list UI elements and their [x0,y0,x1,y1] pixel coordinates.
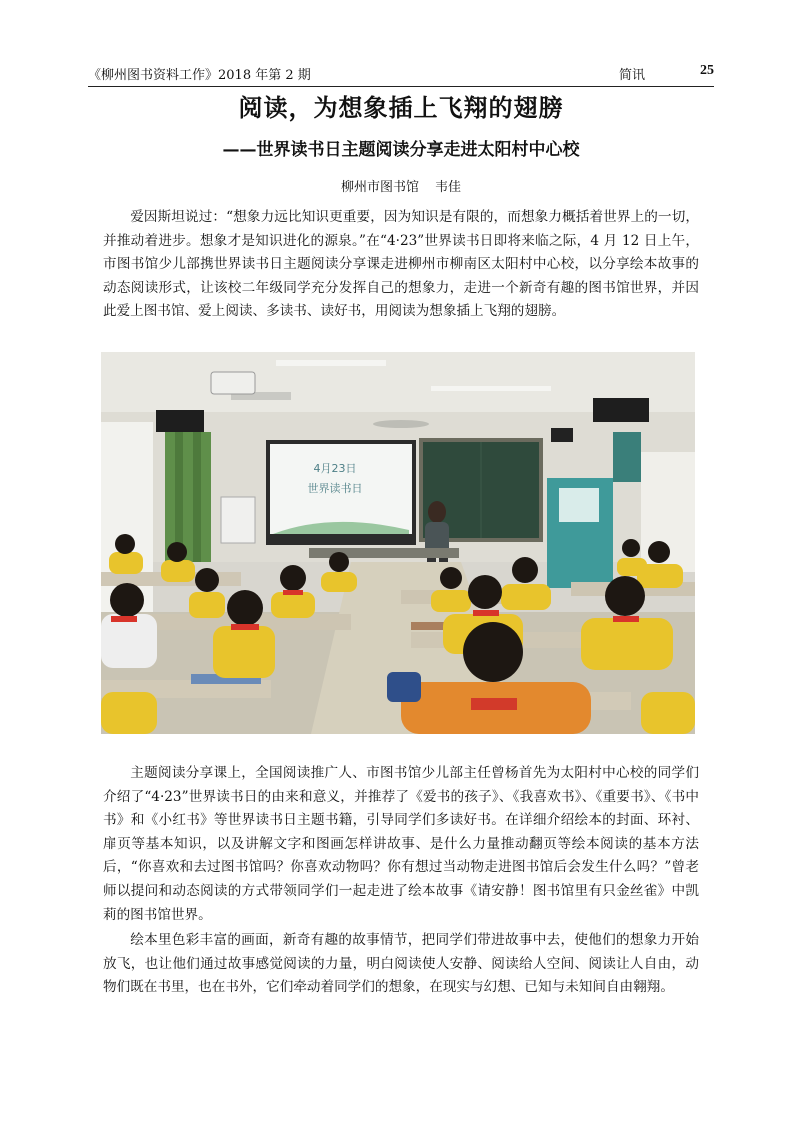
paragraph-3: 绘本里色彩丰富的画面，新奇有趣的故事情节，把同学们带进故事中去，使他们的想象力开始放飞，也让他们通过故事感觉阅读的力量，明白阅读使人安静、阅读给人空间、阅读让人自由，动物们既在书里，也在书外，它们牵动着同学们的想象，在现实与幻想、已知与未知间自由翱翔。 [103,932,699,996]
section-name: 简讯 [619,68,646,83]
projection-date: 4月23日 [313,462,357,475]
author-name: 韦佳 [435,180,462,195]
author-organization: 柳州市图书馆 [340,180,419,195]
article-subtitle: ——世界读书日主题阅读分享走进太阳村中心校 [222,140,580,160]
paragraph-1: 爱因斯坦说过：“想象力远比知识更重要，因为知识是有限的，而想象力概括着世界上的一切，并推动着进步。想象才是知识进化的源泉。”在“4·23”世界读书日即将来临之际，4 月 12 日上午，市图书馆少儿部携世界读书日主题阅读分享课走进柳州市柳南区太阳村中心校，以分享绘本故事的动态阅读形式，让该校二年级同学充分发挥自己的想象力，走进一个新奇有趣的图书馆世界，并因此爱上图书馆、爱上阅读、多读书、读好书，用阅读为想象插上飞翔的翅膀。 [103,209,699,320]
classroom-photo [101,352,695,734]
article-title: 阅读，为想象插上飞翔的翅膀 [238,94,564,122]
paragraph-2: 主题阅读分享课上，全国阅读推广人、市图书馆少儿部主任曾杨首先为太阳村中心校的同学们介绍了“4·23”世界读书日的由来和意义，并推荐了《爱书的孩子》、《我喜欢书》、《重要书》、《书中书》和《小红书》等世界读书日主题书籍，引导同学们多读好书。在详细介绍绘本的封面、环衬、扉页等基本知识，以及讲解文字和图画怎样讲故事、是什么力量推动翻页等绘本阅读的基本方法后，“你喜欢和去过图书馆吗？你喜欢动物吗？你有想过当动物走进图书馆后会发生什么吗？”曾老师以提问和动态阅读的方式带领同学们一起走进了绘本故事《请安静！图书馆里有只金丝雀》中凯莉的图书馆世界。 [103,765,699,923]
page-number: 25 [700,63,714,78]
running-header [88,60,714,87]
journal-issue: 《柳州图书资料工作》2018 年第 2 期 [88,68,311,83]
projection-title: 世界读书日 [307,482,363,495]
byline [88,176,714,195]
